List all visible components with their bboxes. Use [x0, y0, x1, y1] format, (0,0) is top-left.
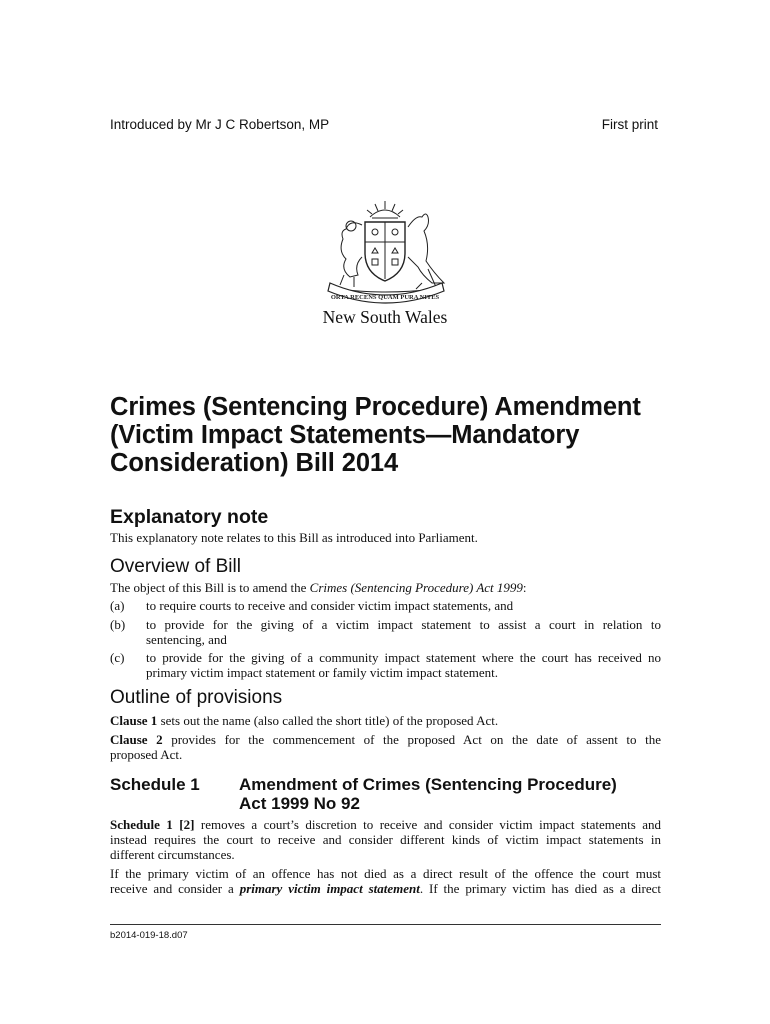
schedule-para-1-line3: different circumstances. — [110, 847, 235, 862]
clause-2-label: Clause 2 — [110, 732, 163, 747]
list-item-a-text — [146, 598, 661, 613]
schedule-para-2-line1: If the primary victim of an offence has not died as a direct result of the offence the court must — [110, 866, 661, 881]
schedule-title-line2: Act 1999 No 92 — [239, 794, 360, 813]
schedule-para-1 — [110, 817, 661, 862]
bill-title-line3: Consideration) Bill 2014 — [110, 449, 399, 477]
bill-title-line1: Crimes (Sentencing Procedure) Amendment — [110, 393, 641, 421]
crest-motto: ORTA RECENS QUAM PURA NITES — [330, 294, 440, 301]
list-item-c-text — [146, 650, 661, 680]
overview-lead — [110, 580, 661, 595]
page-title — [110, 393, 690, 477]
list-item-b-line2: sentencing, and — [146, 632, 227, 647]
list-item-b-text — [146, 617, 661, 647]
schedule-para-2-suffix: . If the primary victim has died as a direct — [419, 881, 661, 896]
clause-2-text-1: provides for the commencement of the proposed Act on the date of assent to the — [162, 732, 661, 747]
schedule-label: Schedule 1 — [110, 775, 200, 794]
print-status: First print — [601, 117, 658, 132]
clause-2-line2: proposed Act. — [110, 747, 183, 762]
schedule-para-2-prefix: receive and consider a — [110, 881, 240, 896]
bill-title-line2: (Victim Impact Statements—Mandatory — [110, 421, 580, 449]
overview-lead-prefix: The object of this Bill is to amend the — [110, 580, 310, 595]
clause-2 — [110, 732, 661, 762]
schedule-para-1-line1 — [110, 817, 661, 832]
list-item-b-line1: to provide for the giving of a victim impact statement to assist a court in relation to — [146, 617, 661, 632]
explanatory-note-intro: This explanatory note relates to this Bill as introduced into Parliament. — [110, 530, 478, 545]
list-item-c-line2: primary victim impact statement or family victim impact statement. — [146, 665, 498, 680]
state-name: New South Wales — [322, 307, 448, 327]
clause-1-text: sets out the name (also called the short title) of the proposed Act. — [157, 713, 499, 728]
list-item-a-line1: to require courts to receive and consider victim impact statements, and — [146, 598, 514, 613]
document-code: b2014-019-18.d07 — [110, 930, 188, 941]
introduced-by: Introduced by Mr J C Robertson, MP — [110, 117, 330, 132]
list-item-b-label: (b) — [110, 617, 126, 632]
schedule-title-line1: Amendment of Crimes (Sentencing Procedure) — [239, 775, 617, 794]
schedule-title — [239, 775, 679, 813]
outline-heading: Outline of provisions — [110, 687, 283, 708]
list-item-a-label: (a) — [110, 598, 125, 613]
overview-heading: Overview of Bill — [110, 556, 241, 577]
overview-lead-suffix: : — [522, 580, 527, 595]
overview-lead-act: Crimes (Sentencing Procedure) Act 1999 — [309, 580, 523, 595]
list-item-c-label: (c) — [110, 650, 125, 665]
coat-of-arms-icon — [310, 195, 460, 305]
schedule-para-1-text-1: removes a court’s discretion to receive and consider victim impact statements and — [194, 817, 662, 832]
clause-1 — [110, 713, 661, 728]
schedule-para-2-term: primary victim impact statement — [239, 881, 420, 896]
schedule-para-2-line2 — [110, 881, 661, 896]
explanatory-note-heading: Explanatory note — [110, 506, 269, 528]
list-item-c-line1: to provide for the giving of a community impact statement where the court has received no — [146, 650, 661, 665]
schedule-para-2 — [110, 866, 661, 896]
schedule-para-1-line2: instead requires the court to receive and consider different kinds of victim impact statements in — [110, 832, 661, 847]
schedule-para-1-label: Schedule 1 [2] — [110, 817, 195, 832]
clause-1-label: Clause 1 — [110, 713, 158, 728]
clause-2-line1 — [110, 732, 661, 747]
footer-divider — [110, 924, 661, 925]
